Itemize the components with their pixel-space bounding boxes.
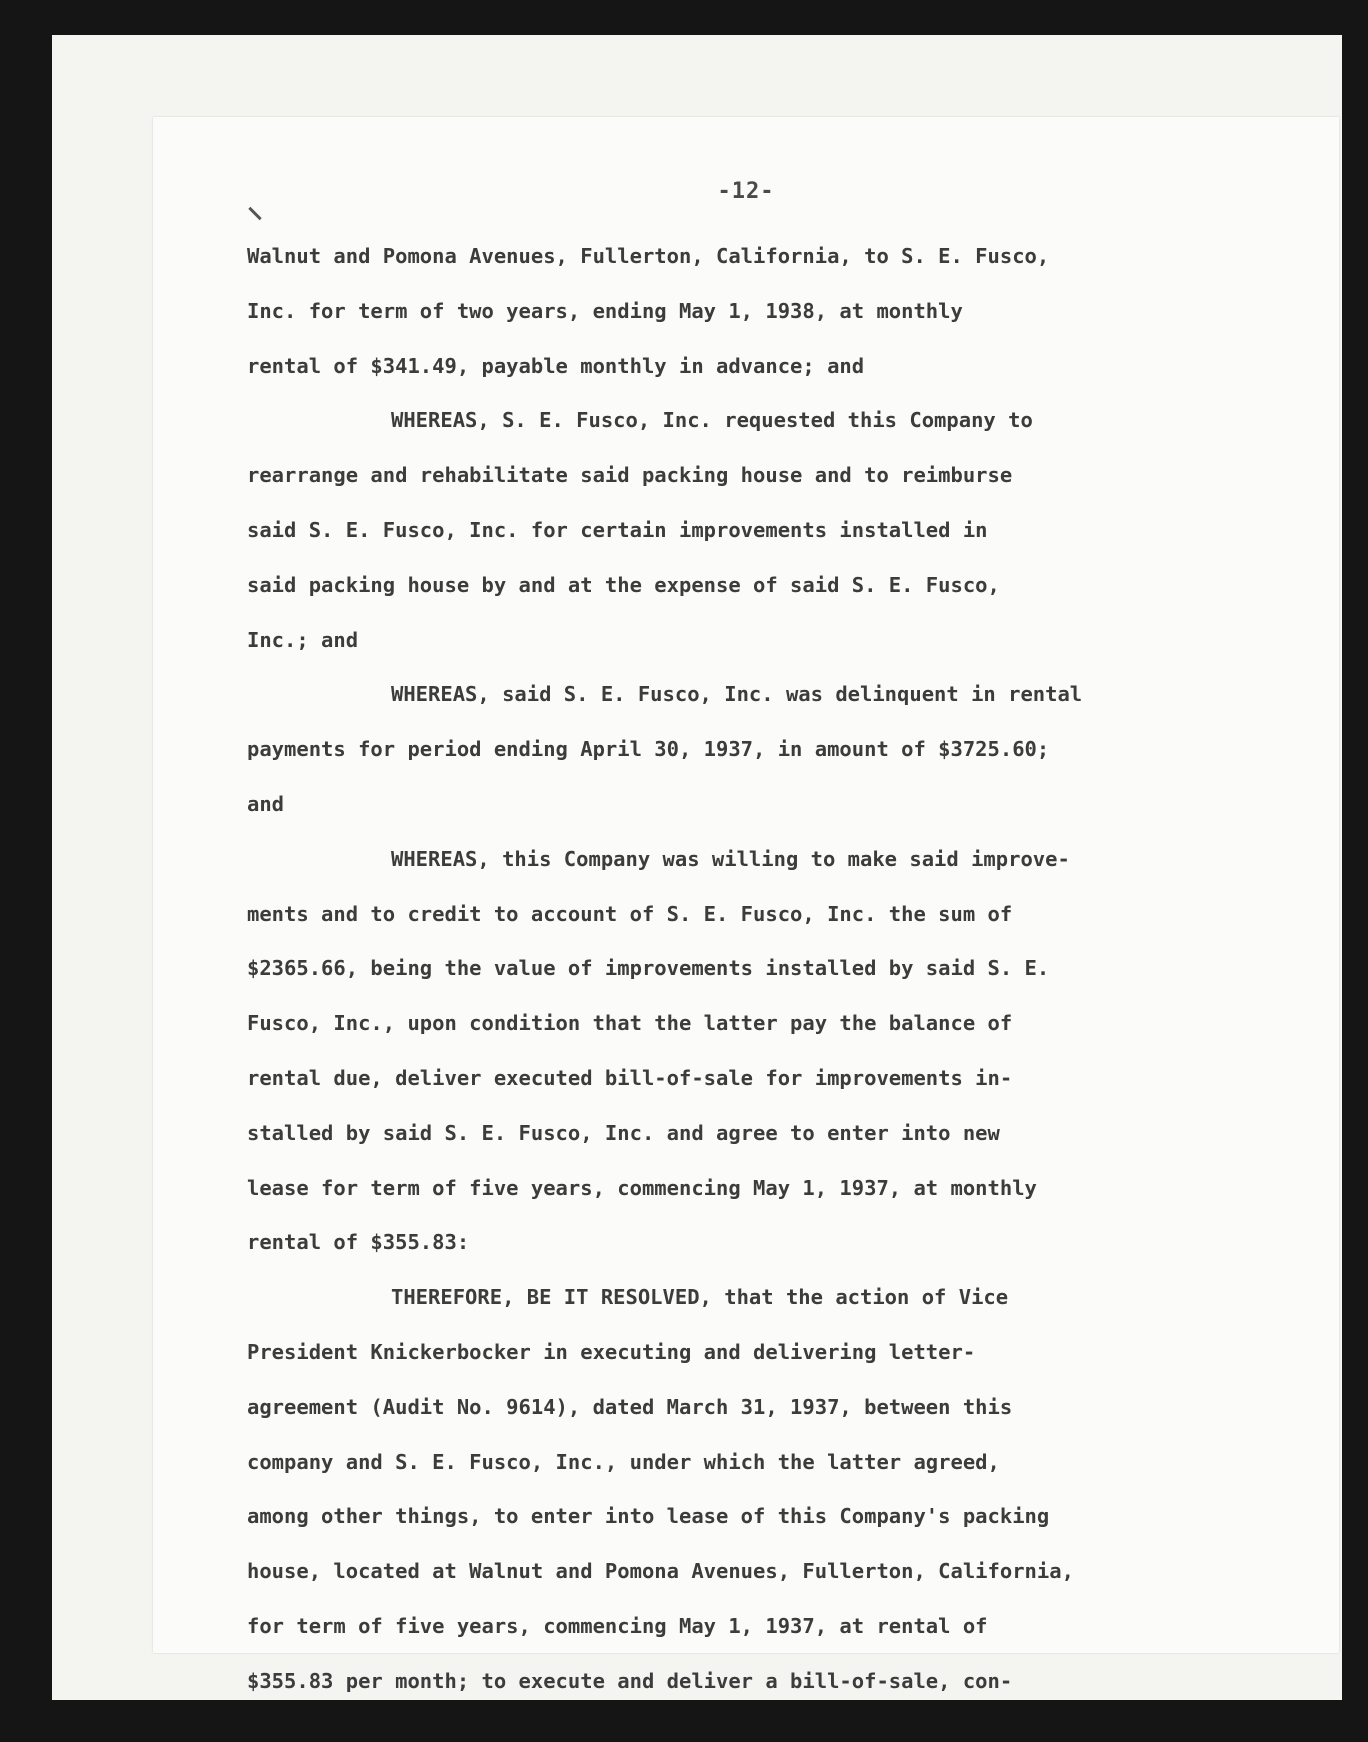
body-text [247, 229, 1267, 1709]
page-number: -12- [717, 179, 775, 204]
text-line: said S. E. Fusco, Inc. for certain improvements installed in [247, 517, 988, 542]
text-line: rental due, deliver executed bill-of-sale for improvements in- [247, 1065, 1013, 1090]
text-line: WHEREAS, said S. E. Fusco, Inc. was delinquent in rental [391, 682, 1083, 707]
text-line: for term of five years, commencing May 1, 1937, at rental of [247, 1613, 988, 1638]
text-line: WHEREAS, this Company was willing to make said improve- [391, 846, 1070, 871]
text-line: said packing house by and at the expense of said S. E. Fusco, [247, 572, 1000, 597]
text-line: house, located at Walnut and Pomona Avenues, Fullerton, California, [247, 1559, 1074, 1584]
text-line: payments for period ending April 30, 1937, in amount of $3725.60; [247, 737, 1050, 762]
text-line: $355.83 per month; to execute and deliver a bill-of-sale, con- [247, 1668, 1013, 1693]
text-line: WHEREAS, S. E. Fusco, Inc. requested this Company to [391, 408, 1033, 433]
text-line: Walnut and Pomona Avenues, Fullerton, California, to S. E. Fusco, [247, 244, 1050, 268]
text-line: and [247, 791, 285, 816]
text-line: stalled by said S. E. Fusco, Inc. and agree to enter into new [247, 1120, 1000, 1145]
pencil-mark [248, 207, 261, 220]
text-line: President Knickerbocker in executing and delivering letter- [247, 1339, 976, 1364]
text-line: rental of $341.49, payable monthly in advance; and [247, 353, 865, 378]
mount-board [52, 35, 1342, 1700]
text-line: among other things, to enter into lease of this Company's packing [247, 1504, 1050, 1529]
text-line: Inc. for term of two years, ending May 1, 1938, at monthly [247, 298, 963, 323]
text-line: THEREFORE, BE IT RESOLVED, that the action of Vice [391, 1285, 1009, 1310]
text-line: lease for term of five years, commencing May 1, 1937, at monthly [247, 1175, 1037, 1200]
text-line: ments and to credit to account of S. E. Fusco, Inc. the sum of [247, 901, 1013, 926]
text-line: $2365.66, being the value of improvements installed by said S. E. [247, 956, 1050, 981]
text-line: rearrange and rehabilitate said packing house and to reimburse [247, 463, 1013, 488]
text-line: Inc.; and [247, 627, 359, 652]
typed-page [153, 117, 1339, 1693]
text-line: rental of $355.83: [247, 1230, 470, 1255]
text-line: agreement (Audit No. 9614), dated March 31, 1937, between this [247, 1394, 1013, 1419]
text-line: Fusco, Inc., upon condition that the latter pay the balance of [247, 1011, 1013, 1036]
text-line: company and S. E. Fusco, Inc., under which the latter agreed, [247, 1449, 1000, 1474]
